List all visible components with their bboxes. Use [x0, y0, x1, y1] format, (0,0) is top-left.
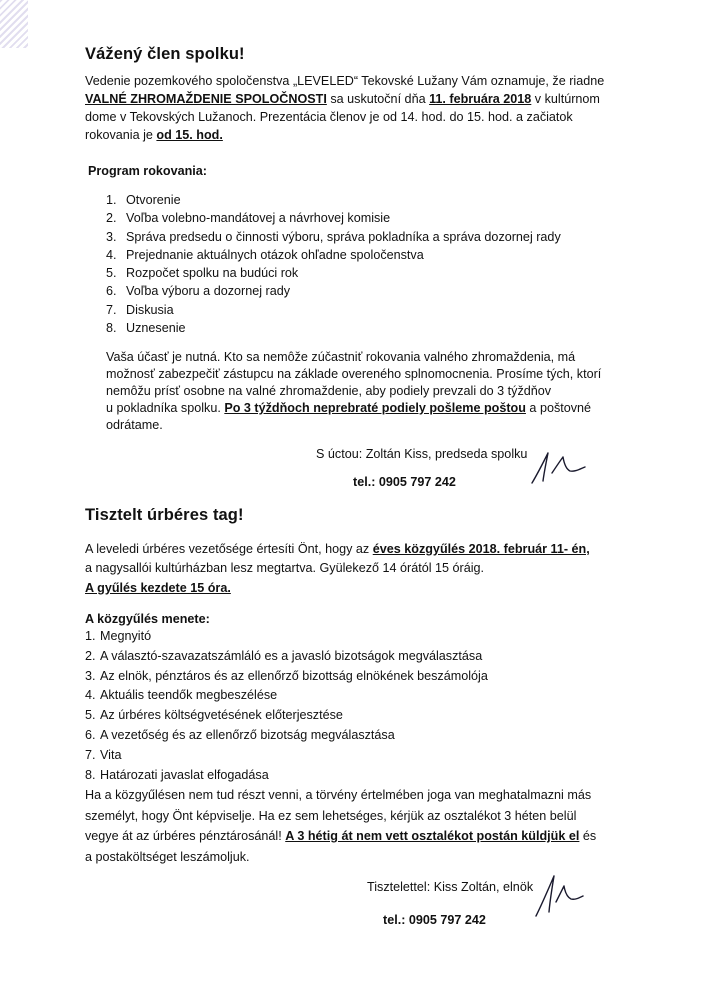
hungarian-note-emphasis: A 3 hétig át nem vett osztalékot postán küldjük el — [285, 829, 580, 843]
hungarian-program-item-number: 3. — [85, 668, 96, 683]
slovak-program-item-number: 4. — [106, 247, 117, 262]
hungarian-program-item — [85, 726, 488, 746]
slovak-program-item-text: Diskusia — [126, 302, 174, 317]
slovak-intro-text: sa uskutoční dňa — [326, 92, 430, 106]
hungarian-program-item — [85, 627, 488, 647]
hungarian-start-time: A gyűlés kezdete 15 óra. — [85, 581, 231, 595]
slovak-program-item — [106, 246, 561, 264]
hungarian-program-item — [85, 667, 488, 687]
slovak-intro-line-2 — [85, 91, 600, 107]
hungarian-program-item-number: 7. — [85, 747, 96, 762]
hungarian-program-item — [85, 686, 488, 706]
slovak-intro-text: rokovania je — [85, 128, 157, 142]
slovak-program-item — [106, 209, 561, 227]
slovak-heading: Vážený člen spolku! — [85, 45, 245, 63]
slovak-intro-line-3: dome v Tekovských Lužanoch. Prezentácia členov je od 14. hod. do 15. hod. a začiatok — [85, 110, 573, 124]
hungarian-note-text: vegye át az úrbéres pénztárosánál! — [85, 829, 286, 843]
hungarian-program-item-text: Megnyitó — [100, 629, 152, 643]
hungarian-program-item-number: 5. — [85, 708, 96, 723]
hungarian-program-item — [85, 647, 488, 667]
hungarian-program-item-number: 1. — [85, 629, 96, 643]
slovak-note-line-3: nemôžu prísť osobne na valné zhromaždenie, aby podiely prevzali do 3 týždňov — [106, 384, 552, 398]
slovak-note-text: a poštovné — [525, 401, 592, 415]
hungarian-program-item-text: Határozati javaslat elfogadása — [100, 767, 269, 782]
slovak-program-item-number: 6. — [106, 284, 117, 299]
hungarian-program-item-text: A választó-szavazatszámláló es a javasló bizotságok megválasztása — [100, 648, 483, 663]
slovak-note-emphasis: Po 3 týždňoch neprebraté podiely pošleme poštou — [224, 401, 526, 415]
hungarian-program-title: A közgyűlés menete: — [85, 612, 210, 626]
hungarian-note-line-1: Ha a közgyűlésen nem tud részt venni, a törvény értelmében joga van meghatalmazni más — [85, 788, 592, 802]
slovak-program-item-number: 5. — [106, 266, 117, 281]
scan-artifact — [0, 0, 28, 48]
slovak-program-item-number: 1. — [106, 193, 117, 207]
slovak-program-item — [106, 191, 561, 209]
slovak-start-time: od 15. hod. — [156, 128, 223, 142]
slovak-intro-text: v kultúrnom — [531, 92, 600, 106]
hungarian-intro-text: A leveledi úrbéres vezetősége értesíti Önt, hogy az — [85, 542, 373, 556]
slovak-event-date: 11. februára 2018 — [429, 92, 532, 106]
hungarian-phone: tel.: 0905 797 242 — [383, 913, 486, 927]
slovak-note-line-5: odrátame. — [106, 418, 163, 432]
hungarian-program-item — [85, 766, 488, 786]
slovak-program-item-number: 7. — [106, 302, 117, 317]
hungarian-program-item-text: Vita — [100, 747, 122, 762]
hungarian-program-item-number: 6. — [85, 727, 96, 742]
hungarian-note-text: és — [579, 829, 597, 843]
hungarian-program-list — [85, 627, 488, 785]
hungarian-intro-line-1 — [85, 541, 590, 557]
slovak-program-item-text: Prejednanie aktuálnych otázok ohľadne spoločenstva — [126, 247, 424, 262]
slovak-program-item-text: Uznesenie — [126, 321, 186, 336]
slovak-event-name: VALNÉ ZHROMAŽDENIE SPOLOČNOSTI — [85, 92, 327, 106]
hungarian-program-item-number: 8. — [85, 767, 96, 782]
slovak-intro-line-4 — [85, 127, 223, 143]
hungarian-note-line-4: a postaköltséget leszámoljuk. — [85, 850, 250, 864]
hungarian-heading: Tisztelt úrbéres tag! — [85, 506, 244, 524]
slovak-program-item — [106, 301, 561, 319]
slovak-signature-line: S úctou: Zoltán Kiss, predseda spolku — [316, 447, 528, 461]
slovak-program-title: Program rokovania: — [88, 164, 207, 178]
slovak-program-item-text: Správa predsedu o činnosti výboru, správa pokladníka a správa dozornej rady — [126, 229, 561, 244]
hungarian-signature-line: Tisztelettel: Kiss Zoltán, elnök — [367, 880, 534, 894]
slovak-phone: tel.: 0905 797 242 — [353, 475, 456, 489]
hungarian-note-line-3 — [85, 828, 596, 844]
hungarian-intro-line-2: a nagysallói kultúrházban lesz megtartva. Gyülekező 14 órától 15 óráig. — [85, 561, 485, 575]
slovak-note-line-4 — [106, 400, 591, 416]
slovak-program-item — [106, 282, 561, 300]
slovak-handwritten-signature — [528, 447, 588, 487]
hungarian-handwritten-signature — [530, 870, 586, 920]
slovak-program-item-text: Voľba výboru a dozornej rady — [126, 284, 290, 299]
slovak-program-item-text: Otvorenie — [126, 193, 181, 207]
slovak-program-item-number: 3. — [106, 229, 117, 244]
slovak-note-line-2: možnosť zabezpečiť zástupcu na základe overeného splnomocnenia. Prosíme tých, ktorí — [106, 367, 602, 381]
slovak-program-item-text: Voľba volebno-mandátovej a návrhovej komisie — [126, 211, 391, 226]
hungarian-program-item-text: Az elnök, pénztáros és az ellenőrző bizottság elnökének beszámolója — [100, 668, 488, 683]
slovak-intro-line-1: Vedenie pozemkového spoločenstva „LEVELED“ Tekovské Lužany Vám oznamuje, že riadne — [85, 74, 605, 88]
slovak-program-item — [106, 264, 561, 282]
slovak-program-item-text: Rozpočet spolku na budúci rok — [126, 266, 299, 281]
hungarian-program-item-text: A vezetőség és az ellenőrző bizotság megválasztása — [100, 727, 395, 742]
hungarian-program-item — [85, 706, 488, 726]
slovak-note-line-1: Vaša účasť je nutná. Kto sa nemôže zúčastniť rokovania valného zhromaždenia, má — [106, 350, 576, 364]
hungarian-program-item-text: Az úrbéres költségvetésének előterjesztése — [100, 708, 343, 723]
hungarian-program-item — [85, 746, 488, 766]
slovak-program-list — [106, 191, 561, 337]
slovak-note-text: u pokladníka spolku. — [106, 401, 225, 415]
hungarian-program-item-text: Aktuális teendők megbeszélése — [100, 688, 278, 703]
hungarian-event-date: éves közgyűlés 2018. február 11- én, — [372, 542, 590, 556]
slovak-program-item-number: 8. — [106, 321, 117, 336]
slovak-program-item — [106, 319, 561, 337]
hungarian-note-line-2: személyt, hogy Önt képviselje. Ha ez sem lehetséges, kérjük az osztalékot 3 héten belül — [85, 809, 577, 823]
hungarian-intro-line-3 — [85, 580, 231, 596]
slovak-program-item — [106, 228, 561, 246]
hungarian-program-item-number: 4. — [85, 688, 96, 703]
slovak-program-item-number: 2. — [106, 211, 117, 226]
hungarian-program-item-number: 2. — [85, 648, 96, 663]
